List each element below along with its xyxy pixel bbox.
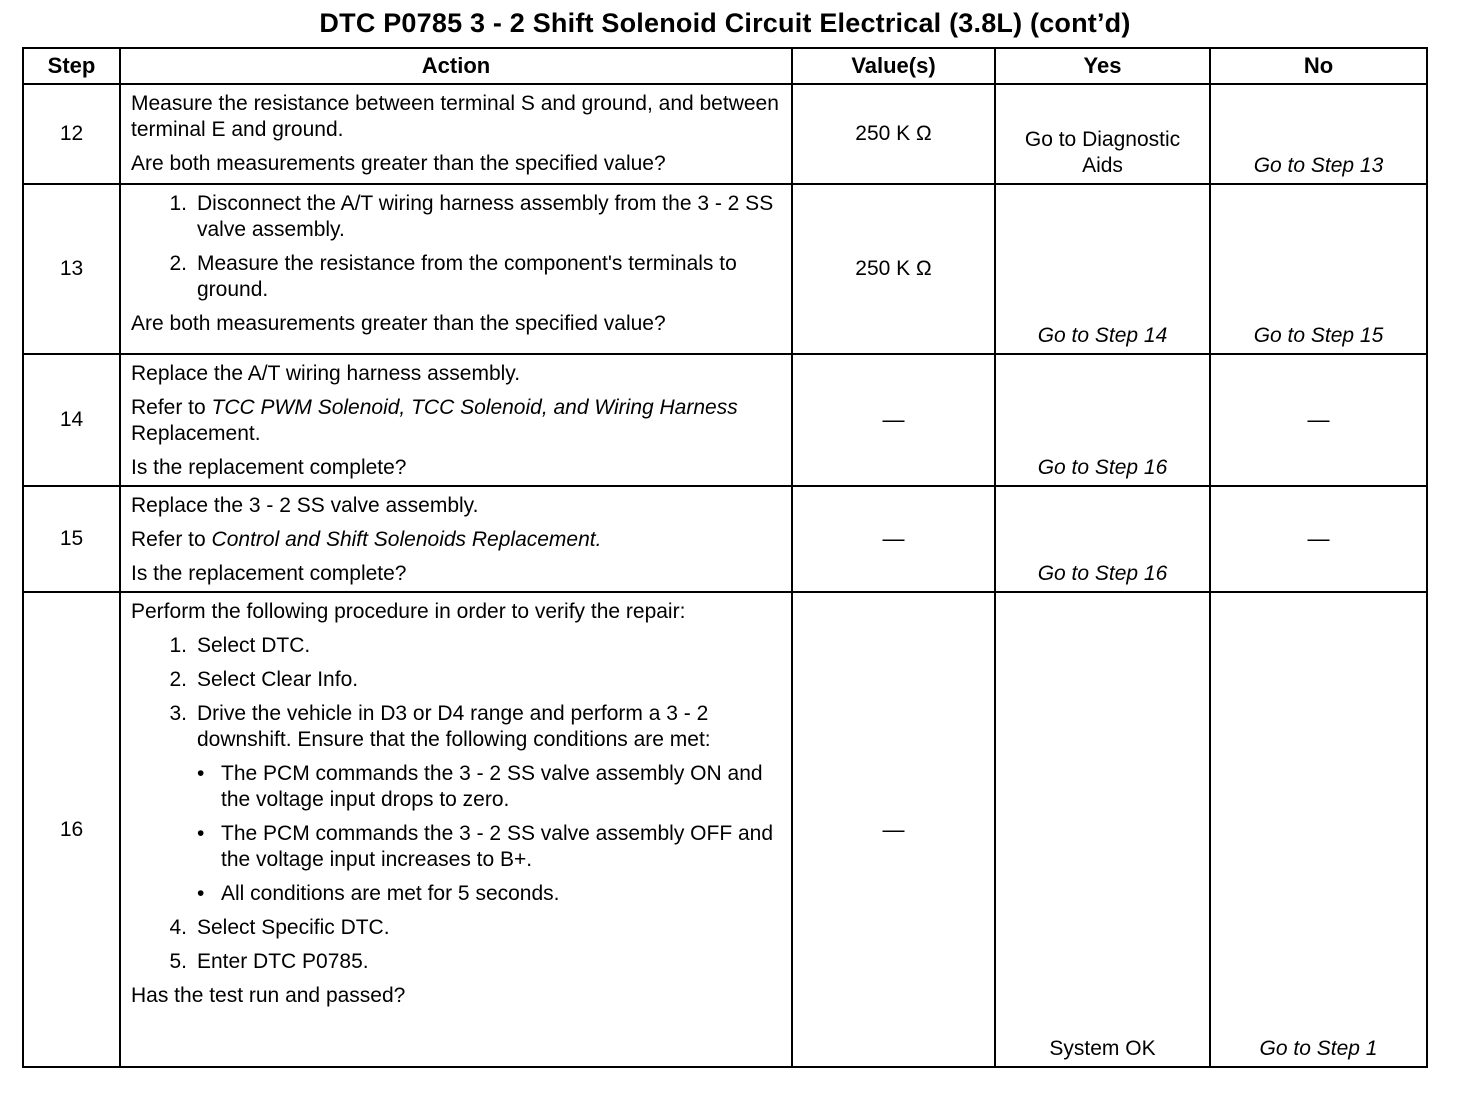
list-item: 3. Drive the vehicle in D3 or D4 range and perform a 3 - 2 downshift. Ensure that the following conditions are met: <box>169 702 711 751</box>
action-question: Are both measurements greater than the specified value? <box>131 312 666 335</box>
action-text: Measure the resistance between terminal S and ground, and between terminal E and ground. <box>131 92 779 141</box>
action-cell <box>120 592 792 1067</box>
step-number: 13 <box>23 184 120 354</box>
bullet-item: • All conditions are met for 5 seconds. <box>197 882 560 905</box>
value-cell: — <box>792 592 995 1067</box>
action-cell <box>120 354 792 486</box>
step-number: 12 <box>23 84 120 184</box>
no-cell: — <box>1210 354 1427 486</box>
step-number: 14 <box>23 354 120 486</box>
action-cell <box>120 184 792 354</box>
action-intro: Perform the following procedure in order to verify the repair: <box>131 600 686 623</box>
header-step: Step <box>23 48 120 84</box>
step-number: 16 <box>23 592 120 1067</box>
no-cell: Go to Step 15 <box>1210 184 1427 354</box>
action-question: Has the test run and passed? <box>131 984 406 1007</box>
page-title: DTC P0785 3 - 2 Shift Solenoid Circuit Electrical (3.8L) (cont’d) <box>319 8 1131 38</box>
table-row <box>23 592 1427 1067</box>
value-cell: — <box>792 486 995 592</box>
no-cell: Go to Step 13 <box>1210 84 1427 184</box>
step-number: 15 <box>23 486 120 592</box>
table-row <box>23 354 1427 486</box>
list-item: 4. Select Specific DTC. <box>169 916 390 939</box>
no-cell: — <box>1210 486 1427 592</box>
yes-text: Go to Diagnostic Aids <box>1024 128 1181 177</box>
value-cell: 250 K Ω <box>792 84 995 184</box>
yes-cell: System OK <box>995 592 1210 1067</box>
bullet-icon: • <box>197 822 205 845</box>
table-row <box>23 84 1427 184</box>
list-item: 1. Select DTC. <box>169 634 311 657</box>
refer-link-text: Control and Shift Solenoids Replacement. <box>211 528 602 551</box>
action-cell <box>120 84 792 184</box>
bullet-icon: • <box>197 762 205 785</box>
yes-cell: Go to Step 16 <box>995 486 1210 592</box>
value-cell: 250 K Ω <box>792 184 995 354</box>
table-row <box>23 184 1427 354</box>
action-question: Is the replacement complete? <box>131 456 407 479</box>
action-refer: Refer to Control and Shift Solenoids Replacement. <box>131 528 602 551</box>
table-row <box>23 486 1427 592</box>
header-values: Value(s) <box>792 48 995 84</box>
header-yes: Yes <box>995 48 1210 84</box>
yes-cell: Go to Step 16 <box>995 354 1210 486</box>
list-item: 1. Disconnect the A/T wiring harness assembly from the 3 - 2 SS valve assembly. <box>169 192 774 241</box>
action-cell <box>120 486 792 592</box>
bullet-item: • The PCM commands the 3 - 2 SS valve assembly OFF and the voltage input increases to B+. <box>197 822 774 871</box>
yes-cell: Go to Step 14 <box>995 184 1210 354</box>
refer-link-text: TCC PWM Solenoid, TCC Solenoid, and Wiring Harness <box>211 396 738 419</box>
header-row <box>23 48 1427 84</box>
list-item: 2. Measure the resistance from the component's terminals to ground. <box>169 252 737 301</box>
list-item: 2. Select Clear Info. <box>169 668 359 691</box>
header-no: No <box>1210 48 1427 84</box>
diagnostic-table <box>22 47 1428 1068</box>
action-question: Are both measurements greater than the specified value? <box>131 152 666 175</box>
header-action: Action <box>120 48 792 84</box>
action-question: Is the replacement complete? <box>131 562 407 585</box>
bullet-item: • The PCM commands the 3 - 2 SS valve assembly ON and the voltage input drops to zero. <box>197 762 763 811</box>
list-item: 5. Enter DTC P0785. <box>169 950 369 973</box>
no-cell: Go to Step 1 <box>1210 592 1427 1067</box>
action-refer: Refer to TCC PWM Solenoid, TCC Solenoid, and Wiring Harness Replacement. <box>131 396 738 445</box>
action-text: Replace the 3 - 2 SS valve assembly. <box>131 494 479 517</box>
bullet-icon: • <box>197 882 205 905</box>
action-text: Replace the A/T wiring harness assembly. <box>131 362 521 385</box>
yes-cell <box>995 84 1210 184</box>
value-cell: — <box>792 354 995 486</box>
